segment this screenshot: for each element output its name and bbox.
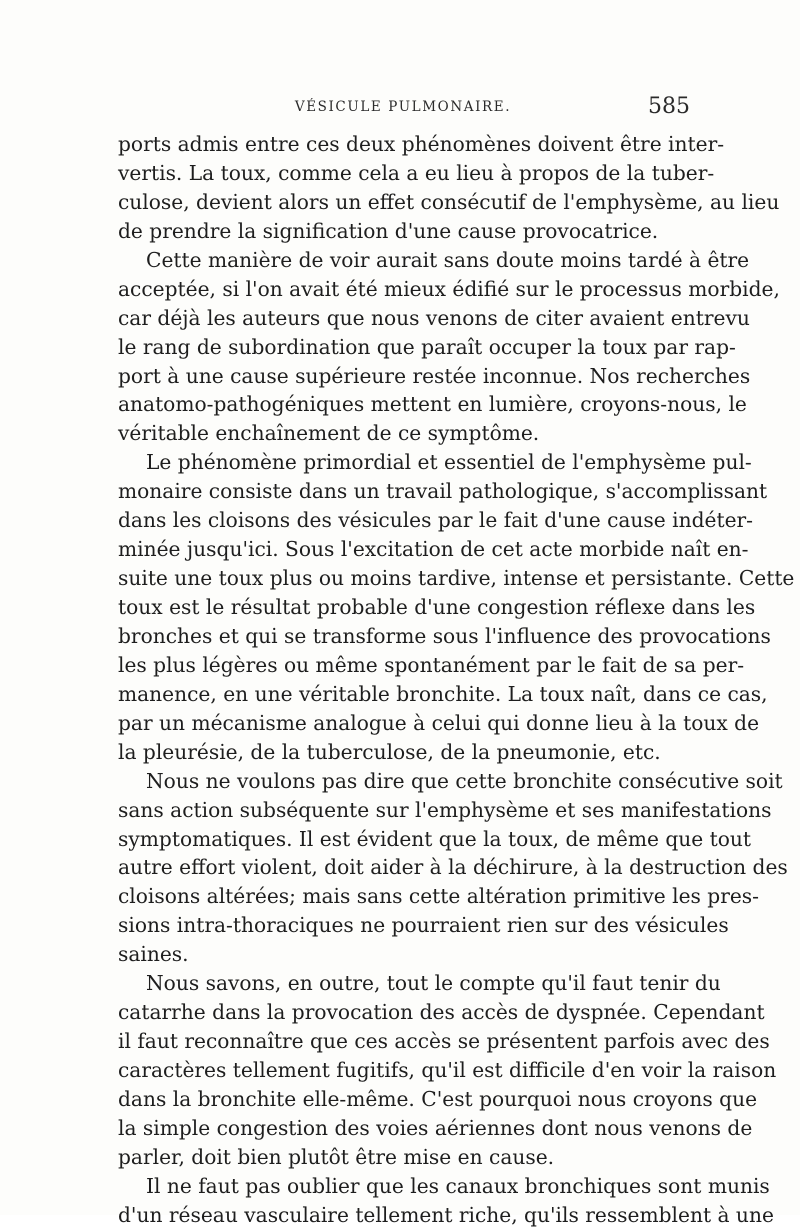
text-line: saines. [118, 942, 189, 967]
paragraph-start-line: Le phénomène primordial et essentiel de l'emphysème pul- [146, 450, 752, 475]
text-line: manence, en une véritable bronchite. La toux naît, dans ce cas, [118, 681, 768, 706]
text-line: par un mécanisme analogue à celui qui donne lieu à la toux de [118, 710, 760, 735]
text-line: autre effort violent, doit aider à la déchirure, à la destruction des [118, 855, 788, 880]
text-line: symptomatiques. Il est évident que la toux, de même que tout [118, 826, 752, 851]
text-line: dans les cloisons des vésicules par le fait d'une cause indéter- [118, 508, 753, 533]
text-line: vertis. La toux, comme cela a eu lieu à propos de la tuber- [118, 160, 715, 185]
running-header [118, 96, 688, 124]
text-line: minée jusqu'ici. Sous l'excitation de cet acte morbide naît en- [118, 537, 749, 562]
text-line: sans action subséquente sur l'emphysème et ses manifestations [118, 797, 772, 822]
text-line: la simple congestion des voies aériennes dont nous venons de [118, 1115, 753, 1140]
text-line: véritable enchaînement de ce symptôme. [118, 421, 540, 446]
text-line: de prendre la signification d'une cause provocatrice. [118, 218, 659, 243]
text-line: dans la bronchite elle-même. C'est pourquoi nous croyons que [118, 1086, 758, 1111]
body-text [118, 130, 795, 1230]
text-line: d'un réseau vasculaire tellement riche, qu'ils ressemblent à une [118, 1202, 774, 1227]
running-title: VÉSICULE PULMONAIRE. [294, 99, 512, 115]
page-number: 585 [648, 94, 690, 119]
paragraph-start-line: Nous ne voulons pas dire que cette bronchite consécutive soit [146, 768, 783, 793]
text-line: les plus légères ou même spontanément par le fait de sa per- [118, 652, 745, 677]
text-line: il faut reconnaître que ces accès se présentent parfois avec des [118, 1029, 770, 1054]
text-line: ports admis entre ces deux phénomènes doivent être inter- [118, 132, 725, 156]
text-line: port à une cause supérieure restée inconnue. Nos recherches [118, 363, 751, 388]
text-line: bronches et qui se transforme sous l'influence des provocations [118, 623, 771, 648]
text-line: car déjà les auteurs que nous venons de citer avaient entrevu [118, 305, 750, 330]
text-line: acceptée, si l'on avait été mieux édifié sur le processus morbide, [118, 276, 780, 301]
text-line: sions intra-thoraciques ne pourraient rien sur des vésicules [118, 913, 729, 938]
text-line: la pleurésie, de la tuberculose, de la pneumonie, etc. [118, 739, 661, 764]
text-line: suite une toux plus ou moins tardive, intense et persistante. Cette [118, 566, 795, 591]
text-line: le rang de subordination que paraît occuper la toux par rap- [118, 334, 736, 359]
text-line: caractères tellement fugitifs, qu'il est difficile d'en voir la raison [118, 1058, 777, 1082]
text-line: culose, devient alors un effet consécutif de l'emphysème, au lieu [118, 189, 780, 214]
paragraph-start-line: Cette manière de voir aurait sans doute moins tardé à être [146, 247, 750, 272]
text-line: parler, doit bien plutôt être mise en cause. [118, 1144, 555, 1169]
paragraph-start-line: Nous savons, en outre, tout le compte qu'il faut tenir du [146, 971, 721, 996]
text-line: anatomo-pathogéniques mettent en lumière, croyons-nous, le [118, 392, 747, 417]
text-line: catarrhe dans la provocation des accès de dyspnée. Cependant [118, 1000, 765, 1025]
text-line: cloisons altérées; mais sans cette altération primitive les pres- [118, 884, 759, 909]
text-line: toux est le résultat probable d'une congestion réflexe dans les [118, 595, 756, 619]
paragraph-start-line: Il ne faut pas oublier que les canaux bronchiques sont munis [146, 1173, 770, 1198]
text-line: monaire consiste dans un travail pathologique, s'accomplissant [118, 479, 768, 504]
